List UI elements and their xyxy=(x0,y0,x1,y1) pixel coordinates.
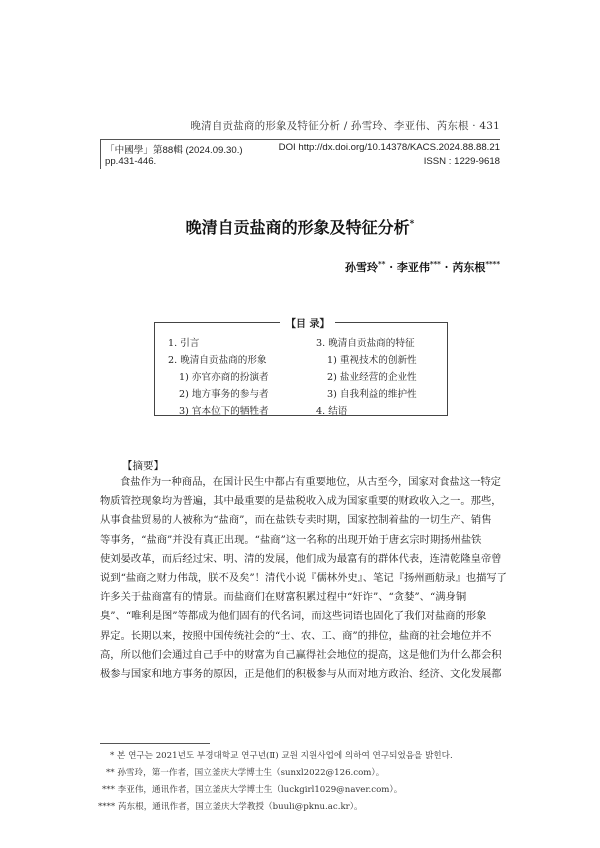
paper-title xyxy=(0,215,600,238)
body-line: 臭”、“唯利是图”等都成为他们固有的代名词，而这些词语也固化了我们对盐商的形象 xyxy=(100,610,487,623)
footnote-mark: *** xyxy=(102,785,115,795)
author-footnote-mark[interactable]: *** xyxy=(429,259,441,269)
body-line: 许多关于盐商富有的情景。而盐商们在财富积累过程中“奸诈”、“贪婪”、“满身铜 xyxy=(100,591,467,604)
author-separator: · xyxy=(440,261,453,274)
body-line: 极参与国家和地方事务的原因，正是他们的积极参与从而对地方政治、经济、文化发展都 xyxy=(100,668,502,681)
toc-item[interactable]: 3) 官本位下的牺牲者 xyxy=(179,406,269,417)
table-of-contents xyxy=(154,319,448,417)
author-name: 孙雪玲 xyxy=(345,261,379,274)
toc-item[interactable]: 2) 地方事务的参与者 xyxy=(179,389,269,400)
title-text: 晚清自贡盐商的形象及特征分析 xyxy=(185,218,410,237)
toc-item[interactable]: 1) 亦官亦商的扮演者 xyxy=(179,372,269,383)
footnote xyxy=(102,783,402,795)
footnote-text: 孙雪玲，第一作者，国立釜庆大学博士生（sunxl2022@126.com）。 xyxy=(117,768,385,778)
running-head: 晚清自贡盐商的形象及特征分析 / 孙雪玲、李亚伟、芮东根 · 431 xyxy=(190,120,500,132)
toc-item[interactable]: 4. 结语 xyxy=(316,406,348,417)
body-line: 食盐作为一种商品，在国计民生中都占有重要地位，从古至今，国家对食盐这一特定 xyxy=(120,476,501,488)
footnote-text: 李亚伟，通讯作者，国立釜庆大学博士生（luckgirl1029@naver.com）。 xyxy=(117,785,403,795)
toc-item[interactable]: 2. 晚清自贡盐商的形象 xyxy=(168,355,267,366)
body-line: 界定。长期以来，按照中国传统社会的“士、农、工、商”的排位，盐商的社会地位并不 xyxy=(100,629,492,642)
body-line: 说到“盐商之财力伟哉，朕不及矣”！清代小说『儒林外史』、笔记『扬州画舫录』也描写了 xyxy=(100,572,507,585)
abstract-heading: 【摘要】 xyxy=(122,460,164,472)
body-line: 从事食盐贸易的人被称为“盐商”，而在盐铁专卖时期，国家控制着盐的一切生产、销售 xyxy=(100,514,492,527)
body-line: 物质管控现象均为普遍，其中最重要的是盐税收入成为国家重要的财政收入之一。那些， xyxy=(100,495,502,508)
toc-item[interactable]: 1) 重视技术的创新性 xyxy=(327,355,417,366)
footnote xyxy=(106,766,384,778)
author-footnote-mark[interactable]: ** xyxy=(378,259,386,269)
body-line: 高，所以他们会通过自己手中的财富为自己赢得社会地位的提高，这是他们为什么都会积 xyxy=(100,648,502,661)
author-name: 李亚伟 xyxy=(396,261,430,274)
abstract-body xyxy=(100,473,507,684)
toc-item[interactable]: 1. 引言 xyxy=(168,338,200,349)
author-line xyxy=(345,259,500,275)
footnote-text: 芮东根，通讯作者，国立釜庆大学教授（buuli@pknu.ac.kr）。 xyxy=(117,802,363,812)
footnote-divider xyxy=(100,743,210,744)
footnote-mark: * xyxy=(110,751,115,761)
author-separator: · xyxy=(385,261,397,274)
journal-info: 「中國學」第88輯 (2024.09.30.) xyxy=(105,145,243,156)
footnote xyxy=(110,749,453,761)
footnote-mark: ** xyxy=(106,768,115,778)
toc-item[interactable]: 3) 自我利益的维护性 xyxy=(327,389,417,400)
page-range: pp.431-446. xyxy=(105,156,157,167)
title-footnote-mark[interactable]: * xyxy=(409,219,415,230)
footnote xyxy=(98,800,363,812)
body-line: 等事务，“盐商”并没有真正出现。“盐商”这一名称的出现开始于唐玄宗时期扬州盐铁 xyxy=(100,533,482,546)
author-footnote-mark[interactable]: **** xyxy=(485,259,500,269)
doi-link[interactable]: DOI http://dx.doi.org/10.14378/KACS.2024.88.88.21 xyxy=(278,142,500,153)
body-line: 使刘晏改革，而后经过宋、明、清的发展，他们成为最富有的群体代表，连清乾隆皇帝曾 xyxy=(100,552,502,565)
issn: ISSN : 1229-9618 xyxy=(423,156,500,167)
citation-box xyxy=(100,139,500,169)
footnote-mark: **** xyxy=(98,802,116,812)
footnote-text: 본 연구는 2021년도 부경대학교 연구년(Ⅱ) 교원 지원사업에 의하여 연구되었음을 밝힌다. xyxy=(117,751,453,761)
author-name: 芮东根 xyxy=(452,261,486,274)
toc-heading: 【目 录】 xyxy=(280,315,335,330)
toc-item[interactable]: 3. 晚清自贡盐商的特征 xyxy=(316,338,415,349)
toc-item[interactable]: 2) 盐业经营的企业性 xyxy=(327,372,417,383)
